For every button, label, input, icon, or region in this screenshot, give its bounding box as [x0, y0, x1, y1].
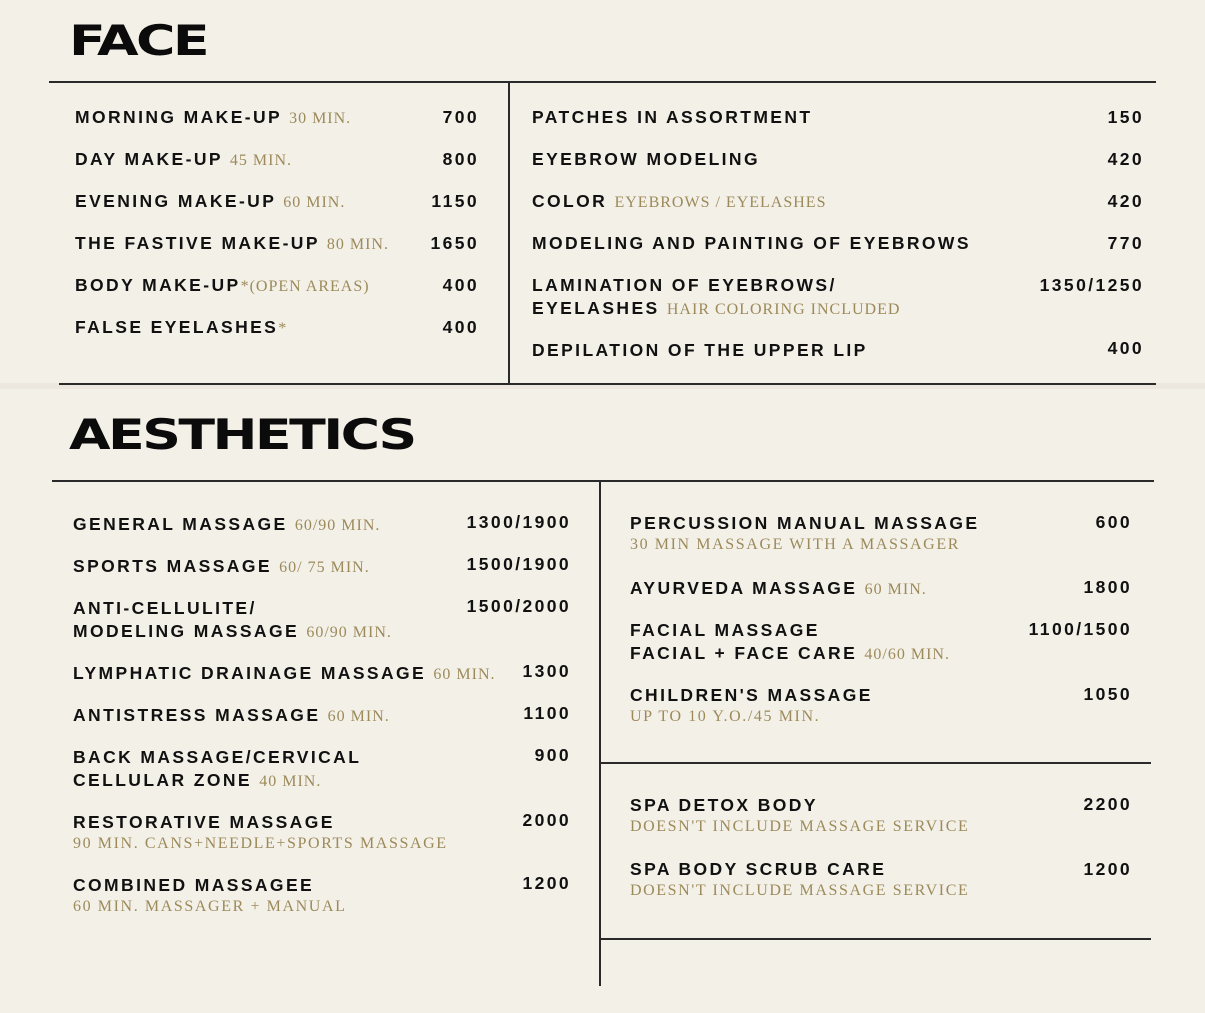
item-duration: 60 MIN.: [433, 666, 496, 683]
aesthetics-item-anti-cellulite: [73, 597, 392, 644]
item-price: 800: [442, 149, 479, 169]
item-price: 1800: [1083, 577, 1132, 597]
item-duration: 60 MIN.: [864, 581, 927, 598]
item-price: 770: [1107, 233, 1144, 253]
item-price: 400: [442, 317, 479, 337]
item-name-line2: FACIAL + FACE CARE: [630, 643, 858, 663]
aesthetics-item-restorative: [73, 811, 448, 854]
item-name: RESTORATIVE MASSAGE: [73, 812, 335, 832]
aesthetics-item-back-massage: [73, 746, 361, 793]
item-price: 2000: [522, 810, 571, 830]
item-price: 1200: [522, 873, 571, 893]
item-price: 1350/1250: [1039, 275, 1144, 295]
item-name: FALSE EYELASHES: [75, 317, 279, 337]
item-name: EYEBROW MODELING: [532, 149, 760, 169]
item-name: THE FASTIVE MAKE-UP: [75, 233, 320, 253]
spa-top-rule: [600, 762, 1151, 764]
item-price: 400: [442, 275, 479, 295]
item-subtitle: 90 MIN. CANS+NEEDLE+SPORTS MASSAGE: [73, 835, 448, 852]
asterisk-icon: *: [278, 320, 288, 337]
aesthetics-column-divider: [599, 480, 601, 986]
aesthetics-top-rule: [52, 480, 1154, 482]
item-name: BACK MASSAGE/CERVICAL: [73, 747, 362, 767]
face-top-rule: [49, 81, 1156, 83]
spa-item-body-scrub: [630, 858, 969, 901]
spa-bottom-rule: [600, 938, 1151, 940]
face-item-eyebrow-modeling: [532, 148, 760, 171]
face-item-false-eyelashes: [75, 316, 287, 340]
item-name: AYURVEDA MASSAGE: [630, 578, 858, 598]
item-name: PERCUSSION MANUAL MASSAGE: [630, 513, 980, 533]
item-subtitle: UP TO 10 Y.O./45 MIN.: [630, 708, 821, 725]
face-item-patches: [532, 106, 813, 129]
spa-item-detox-body: [630, 794, 969, 837]
aesthetics-item-sports-massage: [73, 555, 370, 579]
item-price: 420: [1107, 149, 1144, 169]
item-name: SPA DETOX BODY: [630, 795, 818, 815]
item-price: 2200: [1083, 794, 1132, 814]
item-price: 700: [442, 107, 479, 127]
aesthetics-title: AESTHETICS: [69, 410, 415, 459]
item-name: LAMINATION OF EYEBROWS/: [532, 275, 837, 295]
aesthetics-item-general-massage: [73, 513, 380, 537]
item-duration: 30 MIN.: [289, 110, 352, 127]
item-duration: 60 MIN.: [283, 194, 346, 211]
item-price: 1300: [522, 661, 571, 681]
item-price: 1100/1500: [1028, 619, 1132, 639]
item-duration: 45 MIN.: [229, 152, 293, 169]
item-note: HAIR COLORING INCLUDED: [666, 301, 901, 318]
item-name: COMBINED MASSAGEE: [73, 875, 315, 895]
face-item-body-makeup: [75, 274, 370, 298]
item-note: EYEBROWS / EYELASHES: [614, 194, 827, 211]
item-price: 1100: [523, 703, 571, 723]
item-duration: 60/ 75 MIN.: [279, 559, 370, 576]
item-name: EVENING MAKE-UP: [75, 191, 276, 211]
face-item-modeling-painting-eyebrows: [532, 232, 971, 255]
item-name: DAY MAKE-UP: [75, 149, 223, 169]
item-name-line2: MODELING MASSAGE: [73, 621, 300, 641]
item-duration: 60 MIN.: [327, 708, 390, 725]
face-item-depilation-upper-lip: [532, 339, 868, 362]
item-subtitle: 60 MIN. MASSAGER + MANUAL: [73, 898, 347, 915]
face-item-color: [532, 190, 826, 214]
face-item-day-makeup: [75, 148, 292, 172]
item-name: GENERAL MASSAGE: [73, 514, 288, 534]
item-name: PATCHES IN ASSORTMENT: [532, 107, 813, 127]
item-note: (OPEN AREAS): [249, 278, 370, 295]
face-title: FACE: [69, 16, 208, 65]
item-name: MORNING MAKE-UP: [75, 107, 282, 127]
item-name-line2: EYELASHES: [532, 298, 660, 318]
item-duration: 60/90 MIN.: [294, 517, 381, 534]
item-price: 1300/1900: [466, 512, 571, 532]
item-name: COLOR: [532, 191, 608, 211]
face-bottom-rule: [59, 383, 1156, 385]
aesthetics-item-lymphatic-drainage: [73, 662, 496, 686]
item-duration: 80 MIN.: [326, 236, 389, 253]
aesthetics-item-antistress: [73, 704, 390, 728]
face-item-festive-makeup: [75, 232, 389, 256]
face-item-evening-makeup: [75, 190, 345, 214]
item-duration: 60/90 MIN.: [306, 624, 392, 641]
item-duration: 40/60 MIN.: [864, 646, 950, 663]
item-price: 1150: [431, 191, 479, 211]
aesthetics-item-childrens-massage: [630, 684, 873, 727]
item-name: FACIAL MASSAGE: [630, 620, 820, 640]
item-price: 600: [1095, 512, 1132, 532]
item-price: 1200: [1083, 859, 1132, 879]
face-item-morning-makeup: [75, 106, 351, 130]
item-price: 1050: [1083, 684, 1132, 704]
item-name: MODELING AND PAINTING OF EYEBROWS: [532, 233, 971, 253]
item-name: SPORTS MASSAGE: [73, 556, 272, 576]
aesthetics-item-facial-massage: [630, 619, 950, 666]
item-price: 400: [1107, 338, 1144, 358]
item-name: SPA BODY SCRUB CARE: [630, 859, 887, 879]
item-subtitle: 30 MIN MASSAGE WITH A MASSAGER: [630, 536, 960, 553]
item-subtitle: DOESN'T INCLUDE MASSAGE SERVICE: [630, 882, 970, 899]
item-price: 1500/1900: [466, 554, 571, 574]
item-name: LYMPHATIC DRAINAGE MASSAGE: [73, 663, 427, 683]
aesthetics-item-ayurveda: [630, 577, 927, 601]
item-name: ANTISTRESS MASSAGE: [73, 705, 321, 725]
item-price: 150: [1107, 107, 1144, 127]
item-price: 1650: [430, 233, 479, 253]
item-name-line2: CELLULAR ZONE: [73, 770, 252, 790]
item-duration: 40 MIN.: [259, 773, 322, 790]
item-name: DEPILATION OF THE UPPER LIP: [532, 340, 868, 360]
asterisk-icon: *: [240, 278, 250, 295]
face-column-divider: [508, 82, 510, 384]
face-item-lamination: [532, 274, 900, 321]
aesthetics-item-percussion: [630, 512, 979, 555]
item-name: ANTI-CELLULITE/: [73, 598, 257, 618]
item-subtitle: DOESN'T INCLUDE MASSAGE SERVICE: [630, 818, 970, 835]
item-name: BODY MAKE-UP: [75, 275, 241, 295]
item-price: 900: [534, 745, 571, 765]
item-price: 1500/2000: [466, 596, 571, 616]
item-price: 420: [1107, 191, 1144, 211]
item-name: CHILDREN'S MASSAGE: [630, 685, 873, 705]
aesthetics-item-combined: [73, 874, 346, 917]
